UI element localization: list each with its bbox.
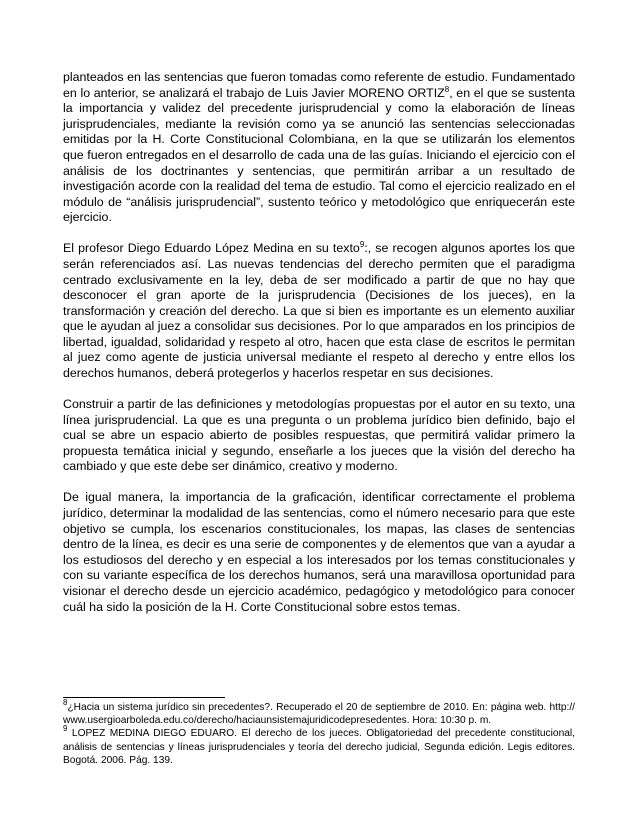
paragraph-4: De igual manera, la importancia de la graficación, identificar correctamente el problema jurídico, determinar la modalidad de las sentencias, como el número necesario para que este objetivo se cumpla, los escenarios constitucionales, los mapas, las clases de sentencias dentro de la línea, es decir es una serie de componentes y de elementos que van a ayudar a los estudiosos del derecho y en especial a los interesados por los temas constitucionales y con su variante específica de los derechos humanos, será una maravillosa oportunidad para visionar el derecho desde un ejercicio académico, pedagógico y metodológico para conocer cuál ha sido la posición de la H. Corte Constitucional sobre estos temas.: [63, 490, 575, 614]
footnote-9-text: LOPEZ MEDINA DIEGO EDUARO. El derecho de los jueces. Obligatoriedad del precedente constitucional, análisis de sentencias y líneas jurisprudenciales y teoría del derecho judicial, Segunda edición. Legis editores. Bogotá. 2006. Pág. 139.: [63, 728, 575, 766]
paragraph-3: Construir a partir de las definiciones y metodologías propuestas por el autor en su texto, una línea jurisprudencial. La que es una pregunta o un problema jurídico bien definido, bajo el cual se abre un espacio abierto de posibles respuestas, que permitirá validar primero la propuesta temática inicial y segundo, enseñarle a los jueces que la visión del derecho ha cambiado y que este debe ser dinámico, creativo y moderno.: [63, 397, 575, 474]
paragraph-2: [63, 241, 575, 381]
footnotes: [63, 698, 575, 767]
footnote-separator: [63, 697, 225, 698]
paragraph-1: [63, 70, 575, 226]
footnote-ref-9: 9: [359, 240, 365, 250]
footnote-8-text: ¿Hacia un sistema jurídico sin precedentes?. Recuperado el 20 de septiembre de 2010. En: página web.: [67, 702, 547, 713]
body-text: [63, 70, 575, 631]
paragraph-1-continuation: , en el que se sustenta la importancia y validez del precedente jurisprudencial y como la elaboración de líneas jurisprudenciales, mediante la revisión como ya se anunció las sentencias seleccionadas emitidas por la H. Corte Constitucional Colombiana, en la que se utilizarán los elementos que fueron entregados en el desarrollo de cada una de las guías. Iniciando el ejercicio con el análisis de los doctrinantes y sentencias, que permitirán arribar a un resultado de investigación acorde con la realidad del tema de estudio. Tal como el ejercicio realizado en el módulo de “análisis jurisprudencial”, sustento teórico y metodológico que enriquecerán este ejercicio.: [63, 85, 576, 225]
footnote-8-url[interactable]: http://www.usergioarboleda.edu.co/derecho/haciaunsistemajuridicodepresedentes.: [63, 702, 575, 727]
footnote-ref-8: 8: [444, 84, 450, 94]
paragraph-1-text: planteados en las sentencias que fueron tomadas como referente de estudio. Fundamentado en lo anterior, se analizará el trabajo de Luis Javier MORENO ORTIZ: [63, 70, 575, 100]
footnote-9: [63, 724, 575, 767]
paragraph-2-continuation: :, se recogen algunos aportes los que serán referenciados así. Las nuevas tendencias del derecho permiten que el paradigma centrado exclusivamente en la ley, deba de ser modificado a partir de que no hay que desconocer el gran aporte de la jurisprudencia (Decisiones de los jueces), en la transformación y creación del derecho. La que si bien es importante es un elemento auxiliar que le ayudan al juez a consolidar sus decisiones. Por lo que amparados en los principios de libertad, igualdad, solidaridad y respeto al otro, hacen que esta clase de escritos le permitan al juez como agente de justicia universal mediante el respeto al derecho y entre ellos los derechos humanos, deberá protegerlos y hacerlos respetar en sus decisiones.: [63, 241, 575, 381]
footnote-8-number: 8: [63, 698, 68, 707]
footnote-9-number: 9: [63, 724, 68, 734]
paragraph-2-text: El profesor Diego Eduardo López Medina en su texto: [63, 241, 360, 256]
footnote-8-time: Hora: 10:30 p. m.: [409, 715, 492, 727]
footnote-8: [63, 698, 575, 727]
